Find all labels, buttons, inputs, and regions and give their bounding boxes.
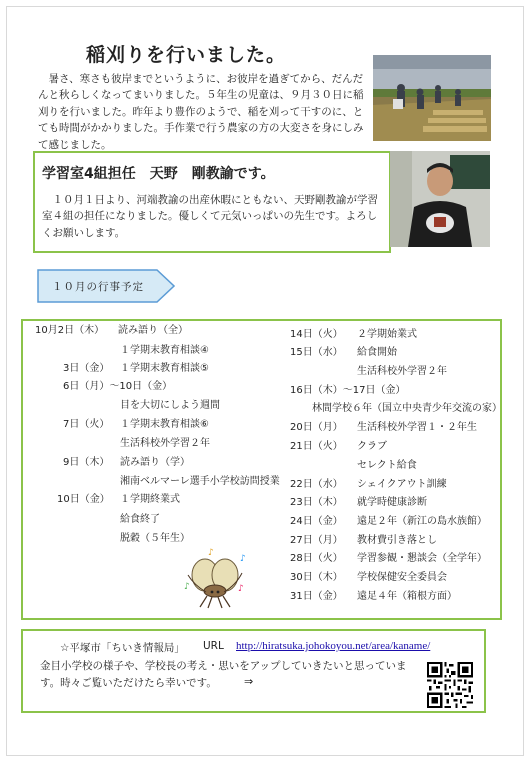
right-event-10: 就学時健康診断: [357, 497, 427, 508]
left-event-11: 給食終了: [120, 514, 160, 525]
right-date-12: 27日（月）: [290, 535, 343, 546]
right-date-1: 14日（火）: [290, 329, 343, 340]
left-event-3: １学期末教育相談⑤: [120, 363, 209, 374]
right-event-9: シェイクアウト訓練: [357, 479, 447, 490]
article2-title: 学習室4組担任 天野 剛教諭です。: [42, 166, 275, 182]
left-date-8: 9日（木）: [63, 457, 110, 468]
left-date-6: 7日（火）: [63, 419, 110, 430]
right-date-6: 20日（月）: [290, 422, 343, 433]
right-date-13: 28日（火）: [290, 553, 343, 564]
right-event-1: ２学期始業式: [357, 329, 417, 340]
right-event-6: 生活科校外学習１・２年生: [357, 422, 477, 433]
right-event-15: 遠足４年（箱根方面）: [357, 591, 457, 602]
article1-body: 暑さ、寒さも彼岸までというように、お彼岸を過ぎてから、だんだんと秋らしくなってまいりました。５年生の児童は、９月３０日に稲刈りを行いました。昨年より豊作のようで、稲を刈って干すのに、とても時間がかかりました。手作業で行う農家の方の大変さを身にしみて感じました。: [38, 73, 364, 151]
right-event-3: 生活科校外学習２年: [357, 366, 447, 377]
left-event-7: 生活科校外学習２年: [120, 438, 210, 449]
info-url-label: URL: [203, 640, 224, 652]
right-date-7: 21日（火）: [290, 441, 343, 452]
qr-code-icon[interactable]: [427, 662, 473, 708]
left-event-1: 読み語り（全）: [118, 325, 188, 336]
right-event-13: 学習参観・懇談会（全学年）: [357, 553, 487, 564]
left-date-10: 10日（金）: [57, 494, 110, 505]
right-date-2: 15日（水）: [290, 347, 343, 358]
right-date-10: 23日（木）: [290, 497, 343, 508]
right-event-8: セレクト給食: [357, 460, 417, 471]
arrow-icon: ⇒: [244, 675, 254, 688]
info-body: 金目小学校の様子や、学校長の考え・思いをアップしていきたいと思っています。時々ご覧いただけたら幸いです。: [40, 660, 407, 689]
left-event-10: １学期終業式: [120, 494, 180, 505]
info-title: ☆平塚市「ちいき情報局」: [60, 642, 185, 654]
left-event-6: １学期末教育相談⑥: [120, 419, 209, 430]
info-url-link[interactable]: http://hiratsuka.johokoyou.net/area/kaname/: [236, 640, 431, 652]
right-event-11: 遠足２年（新江の島水族館）: [357, 516, 487, 527]
left-date-4: 6日（月）～10日（金）: [63, 381, 173, 392]
right-date-11: 24日（金）: [290, 516, 343, 527]
left-event-9: 湘南ベルマーレ選手小学校訪問授業: [120, 476, 280, 487]
article1-title: 稲刈りを行いました。: [86, 44, 287, 66]
svg-text:♪: ♪: [184, 582, 190, 592]
left-date-3: 3日（金）: [63, 363, 110, 374]
left-event-5: 目を大切にしよう週間: [120, 400, 220, 411]
right-date-9: 22日（水）: [290, 479, 343, 490]
right-date-14: 30日（木）: [290, 572, 343, 583]
article2-body: １０月１日より、河端教諭の出産休暇にともない、天野剛教諭が学習室４組の担任になりました。優しくて元気いっぱいの先生です。よろしくお願いします。: [42, 194, 378, 239]
schedule-heading: １０月の行事予定: [52, 281, 144, 293]
left-event-12: 脱穀（５年生）: [120, 533, 190, 544]
right-date-15: 31日（金）: [290, 591, 343, 602]
singing-cricket-illustration: [180, 545, 252, 611]
rice-harvest-photo: [373, 55, 491, 141]
right-event-14: 学校保健安全委員会: [357, 572, 447, 583]
left-date-1: 10月2日（木）: [35, 325, 105, 336]
svg-text:♪: ♪: [240, 554, 246, 564]
right-event-5: 林間学校６年（国立中央青少年交流の家）: [312, 403, 502, 414]
left-event-8: 読み語り（学）: [120, 457, 190, 468]
teacher-photo: [390, 151, 490, 247]
svg-text:♪: ♪: [208, 548, 214, 558]
svg-text:♪: ♪: [238, 584, 244, 594]
right-event-7: クラブ: [357, 441, 387, 452]
right-event-2: 給食開始: [357, 347, 397, 358]
left-event-2: １学期末教育相談④: [120, 345, 209, 356]
right-date-4: 16日（木）～17日（金）: [290, 385, 406, 396]
right-event-12: 教材費引き落とし: [357, 535, 437, 546]
